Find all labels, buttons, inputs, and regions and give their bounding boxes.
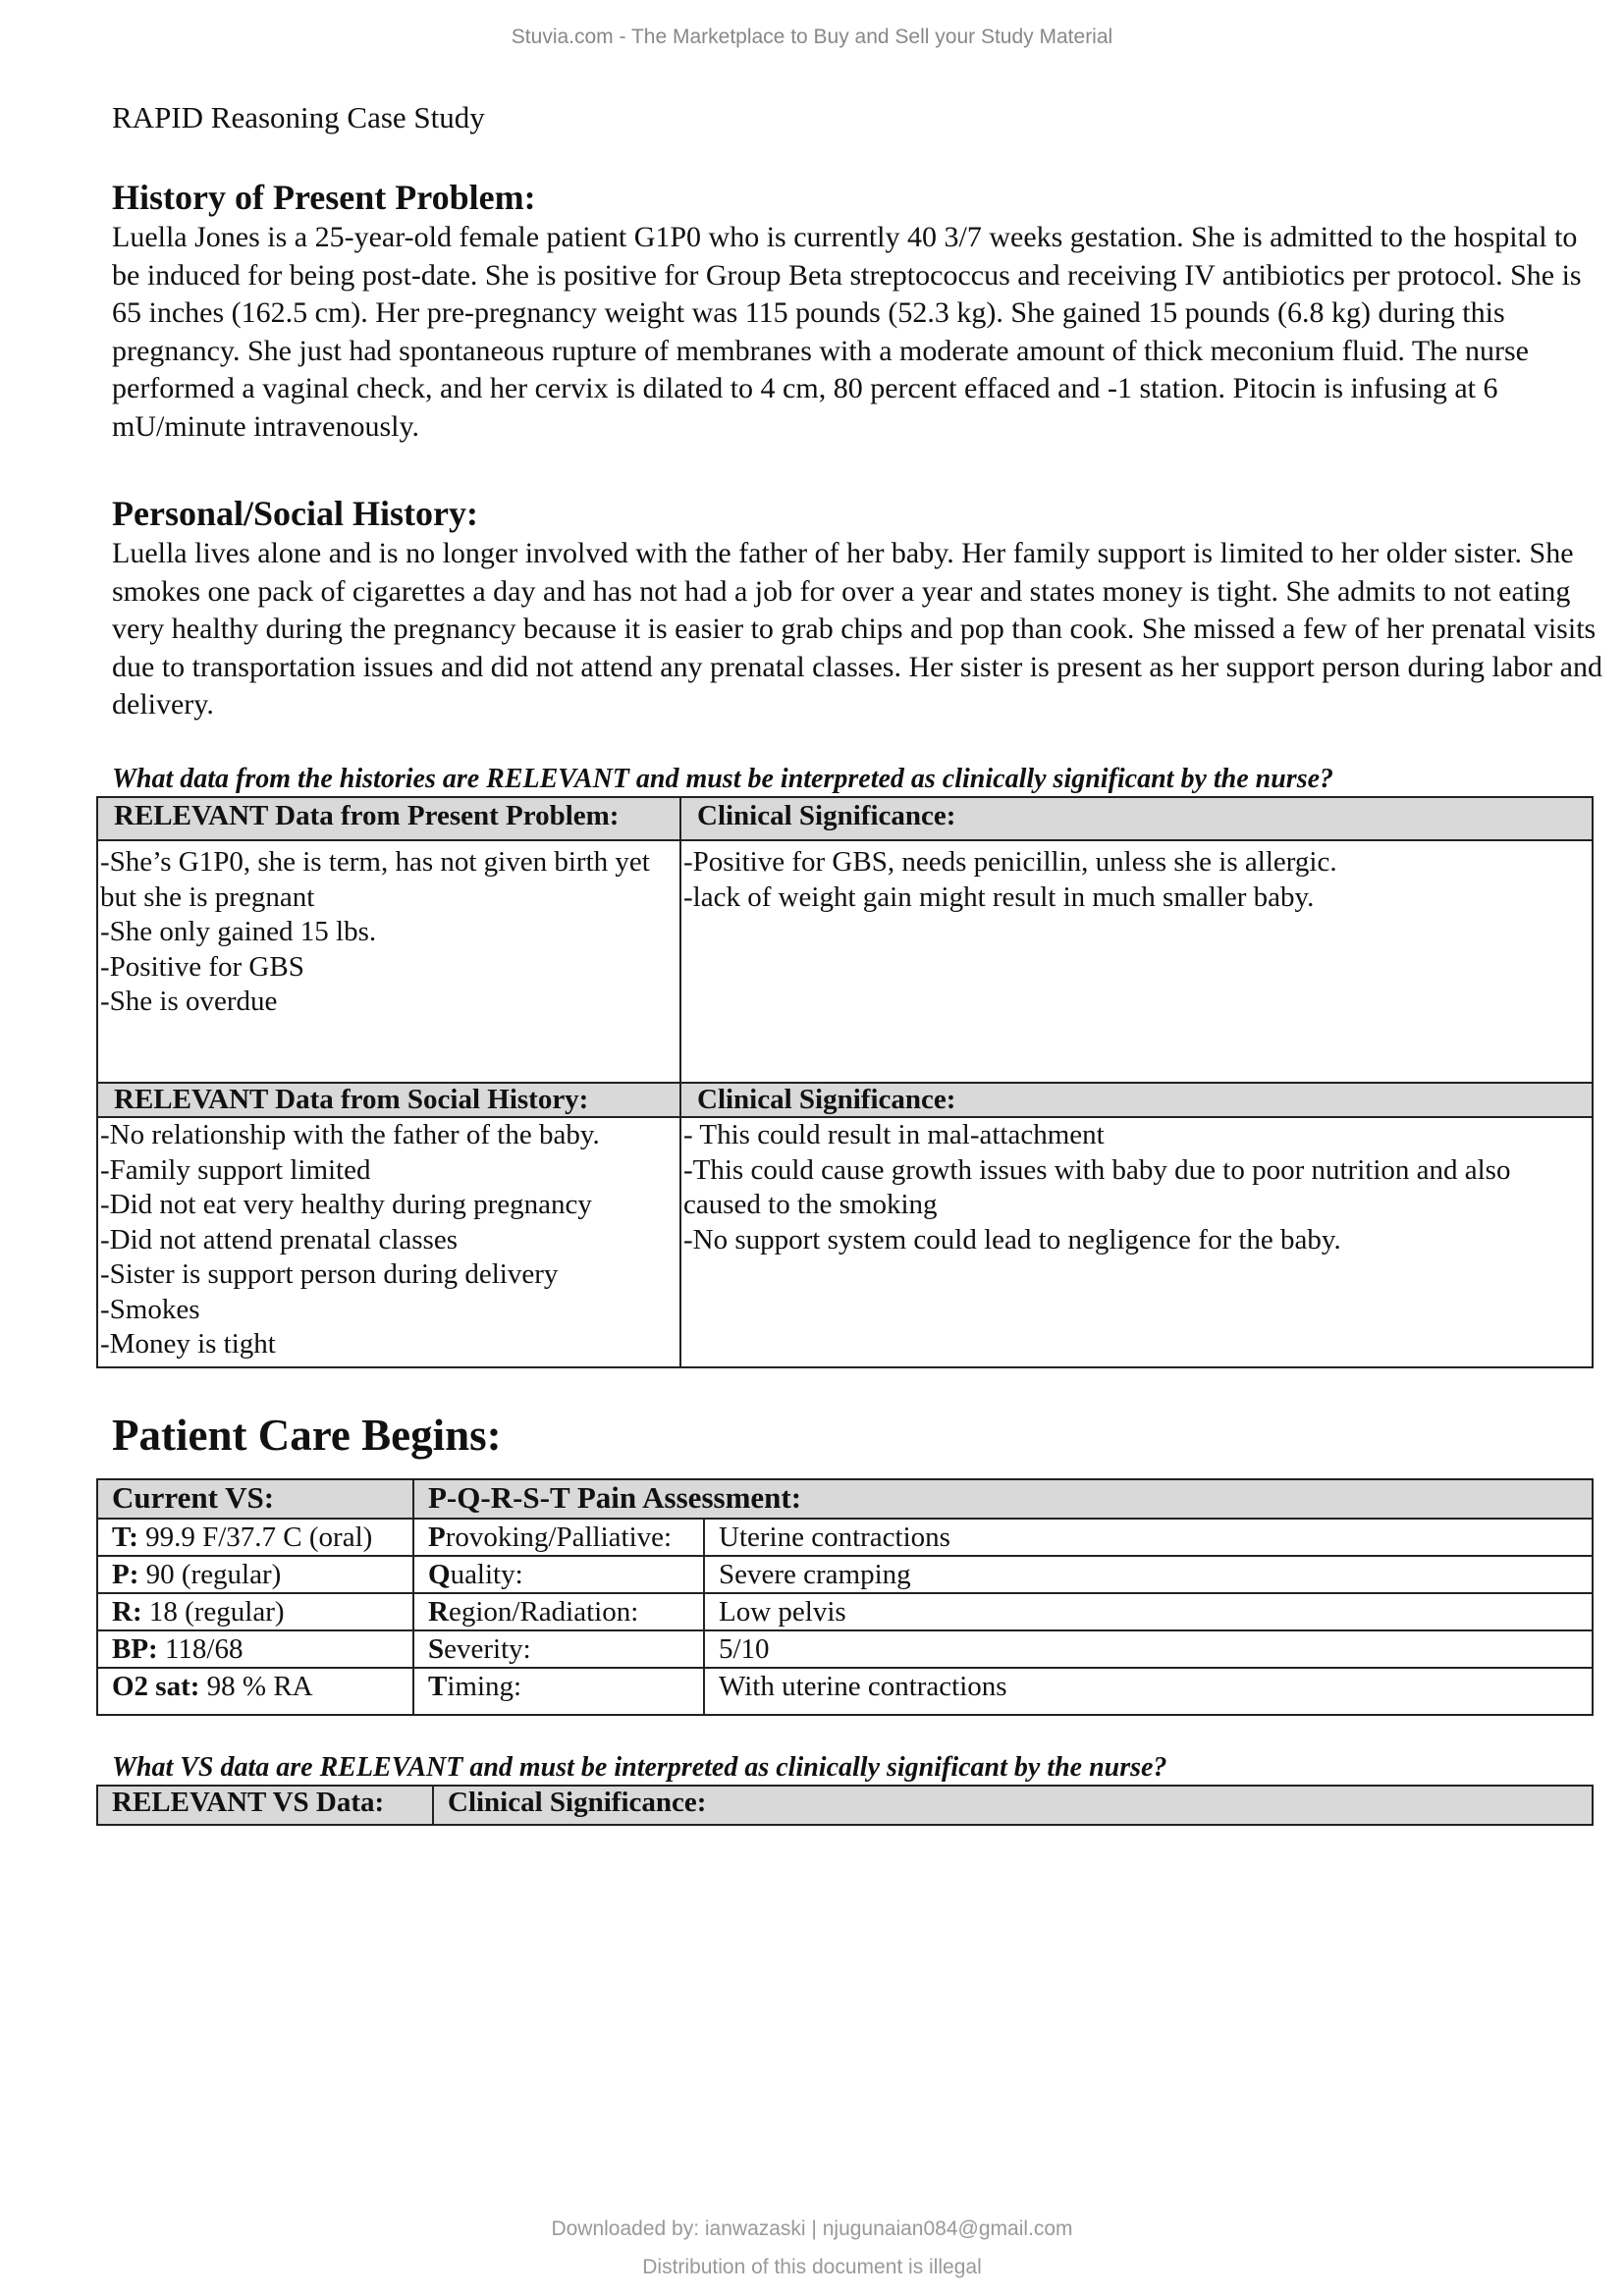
- pain-label-cell: Region/Radiation:: [413, 1593, 704, 1630]
- list-item: -Did not attend prenatal classes: [100, 1223, 458, 1255]
- table-row: [97, 1668, 1593, 1715]
- list-item: -Did not eat very healthy during pregnancy: [100, 1189, 592, 1220]
- header-clinical-significance: Clinical Significance:: [680, 797, 1593, 840]
- table-row: [97, 1630, 1593, 1668]
- pain-value-cell[interactable]: With uterine contractions: [704, 1668, 1593, 1715]
- question-histories: What data from the histories are RELEVANT and must be interpreted as clinically significant by the nurse?: [112, 764, 1334, 794]
- pain-label-cell: Quality:: [413, 1556, 704, 1593]
- table-row: [97, 1519, 1593, 1556]
- vs-cell[interactable]: R: 18 (regular): [97, 1593, 413, 1630]
- list-item: -She’s G1P0, she is term, has not given birth yet but she is pregnant: [100, 846, 650, 913]
- list-item: -Smokes: [100, 1293, 200, 1325]
- list-item: -She is overdue: [100, 986, 278, 1017]
- patient-care-heading: Patient Care Begins:: [112, 1411, 502, 1460]
- list-item: -No support system could lead to negligence for the baby.: [683, 1223, 1341, 1255]
- pain-label-cell: Timing:: [413, 1668, 704, 1715]
- vs-cell[interactable]: P: 90 (regular): [97, 1556, 413, 1593]
- pain-value-cell[interactable]: 5/10: [704, 1630, 1593, 1668]
- pain-value-cell[interactable]: Severe cramping: [704, 1556, 1593, 1593]
- list-item: -She only gained 15 lbs.: [100, 916, 377, 947]
- social-significance-cell[interactable]: [680, 1117, 1593, 1367]
- header-clinical-significance-2: Clinical Significance:: [680, 1083, 1593, 1117]
- social-text: Luella lives alone and is no longer involved with the father of her baby. Her family support is limited to her older sister. She smokes one pack of cigarettes a day and has not had a job for over a year and states money is tight. She admits to not eating very healthy during the pregnancy because it is easier to grab chips and pop than cook. She missed a few of her prenatal visits due to transportation issues and did not attend any prenatal classes. Her sister is present as her support person during labor and delivery.: [112, 537, 1602, 721]
- header-present-data: RELEVANT Data from Present Problem:: [97, 797, 680, 840]
- list-item: -Family support limited: [100, 1153, 371, 1186]
- list-item: -Positive for GBS: [100, 950, 304, 983]
- history-heading: History of Present Problem:: [112, 178, 536, 217]
- footer-distribution: Distribution of this document is illegal: [642, 2256, 982, 2278]
- relevant-vs-table: [96, 1785, 1594, 1826]
- table-row: [97, 1556, 1593, 1593]
- histories-table: [96, 796, 1594, 1368]
- document-title: RAPID Reasoning Case Study: [112, 100, 485, 134]
- footer-downloaded: Downloaded by: ianwazaski | njugunaian084@gmail.com: [551, 2217, 1073, 2240]
- vital-signs-table: [96, 1478, 1594, 1716]
- header-social-data: RELEVANT Data from Social History:: [97, 1083, 680, 1117]
- header-current-vs: Current VS:: [97, 1479, 413, 1519]
- vs-cell[interactable]: O2 sat: 98 % RA: [97, 1668, 413, 1715]
- social-heading: Personal/Social History:: [112, 494, 478, 533]
- pain-label-cell: Provoking/Palliative:: [413, 1519, 704, 1556]
- list-item: - This could result in mal-attachment: [683, 1119, 1105, 1150]
- present-data-cell[interactable]: [97, 840, 680, 1083]
- watermark-header: Stuvia.com - The Marketplace to Buy and Sell your Study Material: [511, 26, 1113, 48]
- list-item: -Positive for GBS, needs penicillin, unless she is allergic.: [683, 846, 1337, 878]
- history-text: Luella Jones is a 25-year-old female patient G1P0 who is currently 40 3/7 weeks gestation. She is admitted to the hospital to be induced for being post-date. She is positive for Group Beta streptococcus and receiving IV antibiotics per protocol. She is 65 inches (162.5 cm). Her pre-pregnancy weight was 115 pounds (52.3 kg). She gained 15 pounds (6.8 kg) during this pregnancy. She just had spontaneous rupture of membranes with a moderate amount of thick meconium fluid. The nurse performed a vaginal check, and her cervix is dilated to 4 cm, 80 percent effaced and -1 station. Pitocin is infusing at 6 mU/minute intravenously.: [112, 221, 1582, 443]
- question-vs: What VS data are RELEVANT and must be interpreted as clinically significant by the nurse?: [112, 1752, 1167, 1783]
- list-item: -No relationship with the father of the baby.: [100, 1119, 600, 1150]
- present-significance-cell[interactable]: [680, 840, 1593, 1083]
- list-item: -Money is tight: [100, 1328, 276, 1360]
- header-relevant-vs-data: RELEVANT VS Data:: [97, 1786, 433, 1825]
- vs-cell[interactable]: BP: 118/68: [97, 1630, 413, 1668]
- list-item: -lack of weight gain might result in much smaller baby.: [683, 881, 1315, 913]
- pain-value-cell[interactable]: Low pelvis: [704, 1593, 1593, 1630]
- list-item: -This could cause growth issues with baby due to poor nutrition and also caused to the smoking: [683, 1153, 1511, 1220]
- table-row: [97, 1593, 1593, 1630]
- vs-cell[interactable]: T: 99.9 F/37.7 C (oral): [97, 1519, 413, 1556]
- pain-label-cell: Severity:: [413, 1630, 704, 1668]
- list-item: -Sister is support person during delivery: [100, 1258, 559, 1290]
- header-pain-assessment: P-Q-R-S-T Pain Assessment:: [413, 1479, 1593, 1519]
- social-data-cell[interactable]: [97, 1117, 680, 1367]
- pain-value-cell[interactable]: Uterine contractions: [704, 1519, 1593, 1556]
- header-clinical-significance-vs: Clinical Significance:: [433, 1786, 1593, 1825]
